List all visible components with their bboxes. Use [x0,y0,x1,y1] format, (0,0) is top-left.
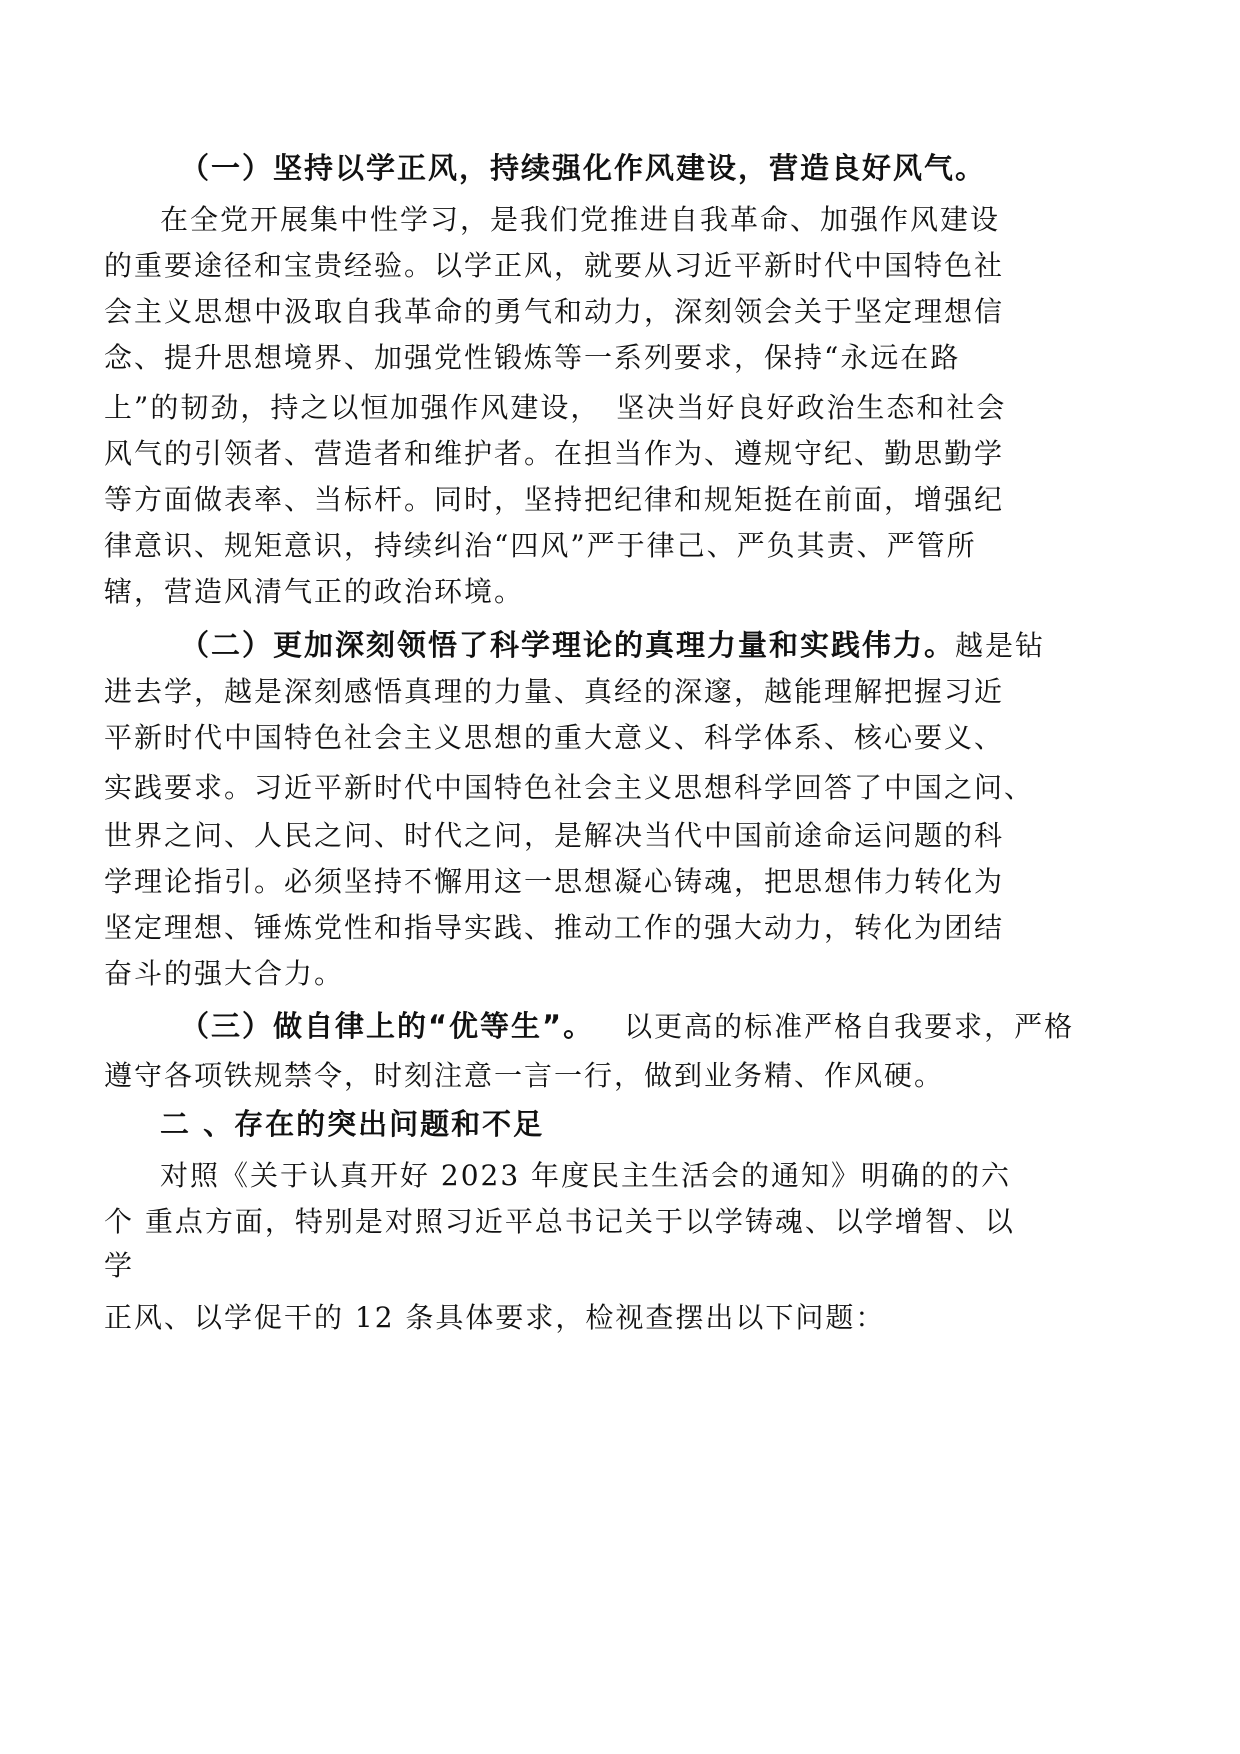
paragraph-line: 辖，营造风清气正的政治环境。 [104,575,525,608]
paragraph-line: 个 重点方面，特别是对照习近平总书记关于以学铸魂、以学增智、以 [104,1205,1015,1238]
section-heading-1: （一）坚持以学正风，持续强化作风建设，营造良好风气。 [180,151,987,185]
paragraph-line: 平新时代中国特色社会主义思想的重大意义、科学体系、核心要义、 [104,721,1005,754]
paragraph-line: 风气的引领者、营造者和维护者。在担当作为、遵规守纪、勤思勤学 [104,437,1005,470]
section-heading-3-row [180,1006,1074,1047]
section-heading-3-tail: 以更高的标准严格自我要求，严格 [624,1010,1075,1043]
paragraph-line: 正风、以学促干的 12 条具体要求，检视查摆出以下问题： [104,1301,886,1334]
part-heading-2: 二 、存在的突出问题和不足 [160,1107,545,1141]
paragraph-line: 学 [104,1249,135,1282]
paragraph-line: 律意识、规矩意识，持续纠治“四风”严于律己、严负其责、严管所 [104,529,977,562]
paragraph-line: 等方面做表率、当标杆。同时，坚持把纪律和规矩挺在前面，增强纪 [104,483,1005,516]
section-heading-2-row [180,625,1045,666]
paragraph-line: 奋斗的强大合力。 [104,957,345,990]
paragraph-line: 进去学，越是深刻感悟真理的力量、真经的深邃，越能理解把握习近 [104,675,1005,708]
section-heading-2: （二）更加深刻领悟了科学理论的真理力量和实践伟力。 [180,628,956,662]
paragraph-line: 上”的韧劲，持之以恒加强作风建设， 坚决当好良好政治生态和社会 [104,391,1007,424]
paragraph-line: 遵守各项铁规禁令，时刻注意一言一行，做到业务精、作风硬。 [104,1059,945,1092]
paragraph-line: 会主义思想中汲取自我革命的勇气和动力，深刻领会关于坚定理想信 [104,295,1005,328]
section-heading-2-tail: 越是钻 [955,629,1046,662]
paragraph-line: 实践要求。习近平新时代中国特色社会主义思想科学回答了中国之问、 [104,771,1035,804]
paragraph-line: 坚定理想、锤炼党性和指导实践、推动工作的强大动力，转化为团结 [104,911,1005,944]
paragraph-line: 念、提升思想境界、加强党性锻炼等一系列要求，保持“永远在路 [104,341,961,374]
paragraph-line: 的重要途径和宝贵经验。以学正风，就要从习近平新时代中国特色社 [104,249,1005,282]
section-heading-3: （三）做自律上的“优等生”。 [180,1009,595,1043]
paragraph-line: 对照《关于认真开好 2023 年度民主生活会的通知》明确的的六 [160,1159,1012,1192]
paragraph-line: 在全党开展集中性学习，是我们党推进自我革命、加强作风建设 [160,203,1001,236]
paragraph-line: 世界之问、人民之问、时代之问，是解决当代中国前途命运问题的科 [104,819,1005,852]
paragraph-line: 学理论指引。必须坚持不懈用这一思想凝心铸魂，把思想伟力转化为 [104,865,1005,898]
